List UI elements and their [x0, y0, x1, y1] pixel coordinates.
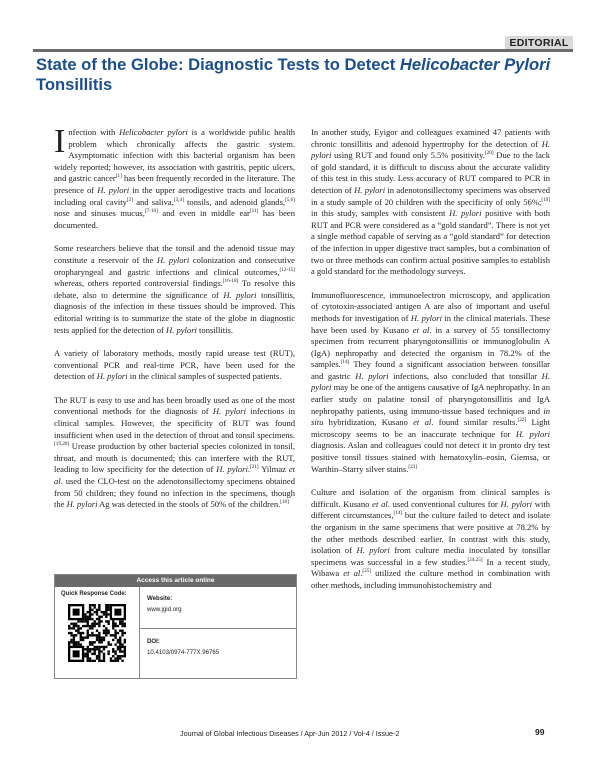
journal-footer: Journal of Global Infectious Diseases / Apr-Jun 2012 / Vol-4 / Issue-2 [180, 729, 400, 738]
website-link[interactable]: www.jgid.org [147, 606, 182, 613]
qr-label: Quick Response Code: [61, 591, 127, 597]
right-column [311, 127, 550, 592]
paragraph: The RUT is easy to use and has been broadly used as one of the most conventional methods for the diagnosis of H. pylori infections in clinical samples. However, the specificity of RUT was found insufficient when used in the detection of throat and tonsil specimens.[19,20] Urease production by other bacterial species colonized in tonsil, throat, and mouth is documented; this can interfere with the RUT, leading to low specificity for the detection of H. pylori.[21] Yilmaz et al. used the CLO-test on the adenotonsillectomy specimens obtained from 50 children; they found no infection in the specimens, though the H. pylori Ag was detected in the stools of 50% of the children.[16] [54, 394, 295, 510]
website-label: Website: [147, 595, 173, 602]
page-number: 99 [535, 727, 545, 737]
drop-cap: I [54, 123, 66, 160]
left-column [54, 123, 295, 511]
access-box-header: Access this article online [55, 575, 296, 587]
paragraph: A variety of laboratory methods, mostly rapid urease test (RUT), conventional PCR and real-time PCR, have been used for the detection of H. pylori in the clinical samples of suspected patients. [54, 348, 295, 382]
paragraph: Culture and isolation of the organism from clinical samples is difficult. Kusano et al. used conventional cultures for H. pylori with different circumstances,[14] but the culture failed to detect and isolate the organism in the same specimens that were positive at 78.2% by the other methods described earlier. In contrast with this study, isolation of H. pylori from culture media inoculated by tonsillar specimens was successful in a few studies.[24,25] In a recent study, Wibawa et al.[25] utilized the culture method in combination with other methods, including immunohistochemistry and [311, 487, 551, 590]
doi-label: DOI: [147, 638, 160, 645]
header-rule [33, 49, 573, 52]
access-online-box [54, 574, 297, 679]
article-title: State of the Globe: Diagnostic Tests to Detect Helicobacter Pylori Tonsillitis [36, 55, 551, 94]
paragraph: Infection with Helicobacter pylori is a worldwide public health problem which chronically affects the gastric system. Asymptomatic infection with this bacterial organism has been widely reported; however, its association with gastritis, peptic ulcers, and gastric cancer[1] has been frequently recorded in the literature. The presence of H. pylori in the upper aerodigestive tracts and locations including oral cavity[2] and saliva,[3,4] tonsils, and adenoid glands,[5,6] nose and sinuses mucus,[7-10] and even in middle ear[11] has been documented. [54, 123, 295, 230]
section-tag: EDITORIAL [505, 36, 573, 50]
qr-cell [55, 587, 140, 678]
doi-value[interactable]: 10.4103/0974-777X.96765 [147, 649, 220, 656]
paragraph: Some researchers believe that the tonsil and the adenoid tissue may constitute a reservoir of the H. pylori colonization and consecutive oropharyngeal and gastric infections and clinical outcomes,[12-15] whereas, others reported controversial findings.[16-18] To resolve this debate, also to determine the significance of H. pylori tonsillitis, diagnosis of the infection in these tissues should be improved. This editorial writing is to summarize the state of the globe in diagnostic tests applied for the detection of H. pylori tonsillitis. [54, 243, 295, 335]
qr-code-icon [68, 604, 126, 662]
paragraph: In another study, Eyigor and colleagues examined 47 patients with chronic tonsillitis and adenoid hypertrophy for the detection of H. pylori using RUT and found only 5.5% positivity.[20] Due to the lack of gold standard, it is difficult to discuss about the accurate validity of this test in this study. Less accuracy of RUT compared to PCR in detection of H. pylori in adenotonsillectomy specimens was observed in a study sample of 20 children with the specificity of only 56%;[19] in this study, samples with consistent H. pylori positive with both RUT and PCR were considered as a “gold standard”. There is not yet a single method capable of serving as a “gold standard” for detection of the infection in upper digestive tract samples, but a combination of two or three methods can confirm actual positive samples to establish a gold standard for the methodology surveys. [311, 127, 551, 277]
paragraph: Immunofluorescence, immunoelectron microscopy, and application of cytotoxin-associated antigen A are also of important and useful methods for investigation of H. pylori in the clinical materials. These have been used by Kusano et al. in a survey of 55 tonsillectomy specimen from recurrent pharyngotonsillitis or immunoglobulin A (IgA) nephropathy and detected the organism in 78.2% of the samples.[14] They found a significant association between tonsillar and gastric H. pylori infections, also concluded that tonsillar H. pylori may be one of the antigens causative of IgA nephropathy. In an earlier study on palatine tonsil of pharyngotonsillitis and IgA nephropathy patients, using immuno-tissue based techniques and in situ hybridization, Kusano et al. found similar results.[22] Light microscopy seems to be an inaccurate technique for H. pylori diagnosis. Aslan and colleagues could not detect it in pronto dry test positive tonsil tissues stained with hematoxylin–eosin, Giemsa, or Warthin–Starry silver stains.[23] [311, 289, 551, 474]
info-divider [139, 628, 296, 629]
